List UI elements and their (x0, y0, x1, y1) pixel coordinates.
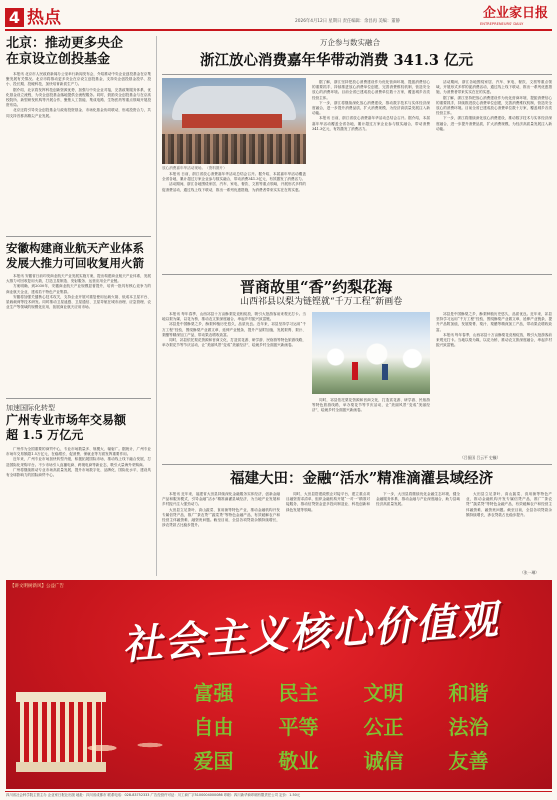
photo-visitor (352, 362, 358, 380)
zhejiang-para: 本报讯 日前，浙江省放心消费嘉年华活动总结会召开。据介绍，本届嘉年华活动覆盖全省各地，累计超过万家企业参与数实融合，带动消费341.3亿元，有效激发了消费活力。 (162, 172, 306, 182)
fujian-para: 大田县立足茶叶、高山蔬菜、食用菌等特色产业，推动金融机构开发专属信贷产品，推广“茶农贷”“蔬菜贷”等特色金融产品，有效破解农户和经营主体融资难、融资贵问题。截至目前，全县各项贷款余额持续增长，涉农贷款占比稳步提升。 (162, 507, 280, 528)
anhui-para: 方案明确，到2030年，安徽商业航天产业规模显著提升，培育一批具有核心竞争力的商业航天企业，建成若干特色产业集群。 (6, 284, 151, 294)
zhejiang-title: 浙江放心消费嘉年华带动消费 341.3 亿元 (200, 52, 473, 69)
fujian-para: 下一步，大田县将继续优化金融生态环境，健全金融服务体系，推动金融与产业深度融合，助力县域经济高质量发展。 (376, 492, 460, 507)
photo-visitor (382, 364, 388, 380)
public-service-banner (6, 580, 552, 789)
anhui-para: 安徽将加强关键核心技术攻关，支持企业开展可重复使用运载火箭、低成本卫星平台、星载载荷等技术研发。同时推动卫星遥感、卫星通信、卫星导航在城市治理、应急管理、农业生产等领域的规模化应用，拓展商业航天应用市场。 (6, 294, 151, 310)
date-line: 2026年4月12日 星期日 责任编辑：余昌再 美编：董静 (295, 19, 400, 24)
divider (162, 464, 552, 465)
fujian-body-col3 (376, 492, 460, 576)
fujian-body-col4 (466, 492, 552, 568)
zhejiang-body-col1 (162, 172, 306, 270)
shanxi-para: 同时，祁县依托梨花资源和晋商文化，打造赏花游、研学游、民宿游等特色旅游线路，举办梨花节等节庆活动，让“美丽风景”变成“美丽经济”，绘就乡村全面振兴新画卷。 (162, 338, 306, 348)
beijing-title-line2: 在京设立创投基金 (6, 52, 111, 67)
guangzhou-title (6, 413, 156, 443)
fujian-byline: （张一琳） (520, 570, 539, 575)
core-value: 和谐 (448, 681, 489, 705)
anhui-body (6, 274, 151, 394)
shanxi-title: 晋商故里“香”约梨花海 (240, 278, 393, 296)
fujian-body-col2 (286, 492, 370, 576)
shanxi-para: 祁县是中国酥梨之乡，酥梨种植历史悠久，品质优良。近年来，祁县坚持学习运用“千万工程”经验，围绕酥梨产业做文章，延伸产业链条，提升产品附加值，发展梨膏、梨汁、梨醋等精深加工产品，带动果农增收致富。 (436, 312, 552, 332)
fujian-para: 大田县立足茶叶、高山蔬菜、食用菌等特色产业，推动金融机构开发专属信贷产品，推广“茶农贷”“蔬菜贷”等特色金融产品，有效破解农户和经营主体融资难、融资贵问题。截至目前，全县各项贷款余额持续增长，涉农贷款占比稳步提升。 (466, 492, 552, 517)
photo-crowd (162, 134, 306, 164)
core-value: 法治 (448, 715, 489, 739)
header-rule (5, 29, 552, 31)
brand-logo: 企业家日报 (483, 6, 549, 21)
core-values-grid (171, 680, 511, 774)
shanxi-subtitle: 山西祁县以梨为链铿就“千万工程”新画卷 (240, 297, 403, 307)
fujian-para: 同时，大田县搭建政银企对接平台，建立重点项目融资需求清单，组织金融机构开展“一对一”精准对接服务，推动信贷资金更多投向制造业、科技创新和绿色发展等领域。 (286, 492, 370, 512)
banner-label: 【讲文明树新风】公益广告 (10, 584, 64, 589)
core-value: 民主 (278, 681, 319, 705)
core-value: 富强 (193, 681, 234, 705)
divider (6, 398, 151, 399)
divider (162, 274, 552, 275)
cloud-decoration (66, 730, 186, 760)
fujian-para: 本报讯 近年来，福建省大田县持续深化金融服务实体经济，创新金融产品和服务模式，引导金融“活水”精准滴灌县域经济，为当地产业发展和乡村振兴注入强劲动力。 (162, 492, 280, 507)
anhui-title (6, 241, 156, 271)
shanxi-body-col1 (162, 312, 306, 460)
zhejiang-para: 下一步，浙江将继续深化放心消费建设，推动数字技术与实体经济深度融合，进一步提升消费品质，扩大消费规模，为经济高质量发展注入新动能。 (312, 100, 430, 116)
zhejiang-body-col3 (436, 80, 552, 270)
guangzhou-para: 广州作为全国重要的商贸中心，专业市场数量多、规模大、辐射广。据统计，广州专业市场年交易额超1.5万亿元，在稳增长、促消费、保就业等方面发挥重要作用。 (6, 447, 151, 457)
guangzhou-title-line2: 超 1.5 万亿元 (6, 428, 84, 442)
zhejiang-kicker: 万企参与数实融合 (320, 38, 380, 47)
zhejiang-photo (162, 78, 306, 164)
column-divider (156, 36, 157, 576)
core-value: 友善 (448, 749, 489, 773)
beijing-body (6, 72, 151, 232)
section-title: 热点 (27, 8, 61, 28)
zhejiang-body-col2 (312, 80, 430, 270)
beijing-title (6, 36, 156, 68)
zhejiang-para: 活动期间，浙江各地围绕家居、汽车、家电、餐饮、文旅等重点领域，开展形式多样的促消费活动，通过线上线下联动，推出一系列优惠措施，为消费者带来实实在在的实惠。 (162, 182, 306, 192)
shanxi-para: 祁县是中国酥梨之乡，酥梨种植历史悠久，品质优良。近年来，祁县坚持学习运用“千万工程”经验，围绕酥梨产业做文章，延伸产业链条，提升产品附加值，发展梨膏、梨汁、梨醋等精深加工产品，带动果农增收致富。 (162, 322, 306, 337)
shanxi-para: 同时，祁县依托梨花资源和晋商文化，打造赏花游、研学游、民宿游等特色旅游线路，举办梨花节等节庆活动，让“美丽风景”变成“美丽经济”，绘就乡村全面振兴新画卷。 (312, 398, 430, 413)
banner-calligraphy: 社会主义核心价值观 (120, 595, 502, 670)
shanxi-byline: （吕振国 吕云平 史巍） (460, 455, 501, 460)
zhejiang-para: 据了解，浙江坚持把放心消费建设作为优化营商环境、提振消费信心的重要抓手，持续推进放心消费单位创建，完善消费维权机制，营造安全放心的消费环境。目前全省已建成放心消费单位数十万家，覆盖城乡各类经营主体。 (312, 80, 430, 100)
photo-stage (182, 114, 282, 128)
core-value: 公正 (363, 715, 404, 739)
core-value: 文明 (363, 681, 404, 705)
guangzhou-kicker: 加速国际化转型 (6, 404, 55, 412)
core-value: 平等 (278, 715, 319, 739)
core-value: 敬业 (278, 749, 319, 773)
fujian-body-col1 (162, 492, 280, 576)
beijing-para: 据介绍，北京将发挥科技创新资源优势，加强与中央企业对接，完善政策服务体系，优化基金设立流程，为央企创投基金落地提供全流程服务。同时，鼓励央企创投基金与在京高校院所、新型研发机构等开展合作，聚焦人工智能、集成电路、生物医药等重点领域开展投资布局。 (6, 87, 151, 108)
building-roof (16, 692, 106, 702)
fujian-title: 福建大田：金融“活水”精准滴灌县域经济 (230, 470, 494, 487)
shanxi-body-col3 (436, 312, 552, 454)
core-value: 爱国 (193, 749, 234, 773)
guangzhou-body (6, 447, 151, 577)
anhui-para: 本报讯 安徽省日前印发商业航天产业发展实施方案，提出构建商业航天产业体系，发展大推力可回收复用火箭，打造卫星制造、发射服务、运营应用全产业链。 (6, 274, 151, 284)
zhejiang-para: 下一步，浙江将继续深化放心消费建设，推动数字技术与实体经济深度融合，进一步提升消费品质，扩大消费规模，为经济高质量发展注入新动能。 (436, 116, 552, 131)
shanxi-para: 本报讯 每年春季，山西祁县十万亩酥梨花竞相绽放，吸引大批游客前来观光打卡。当地以梨为媒，以花为桥，推动农文旅深度融合，串起乡村振兴致富链。 (162, 312, 306, 322)
zhejiang-photo-caption: 放心消费嘉年华活动现场。（资料图片） (162, 166, 227, 170)
brand-logo-en: ENTREPRENEURS' DAILY (480, 22, 524, 26)
beijing-title-line1: 北京：推动更多央企 (6, 36, 124, 51)
footer-rule (5, 791, 552, 792)
core-value: 自由 (193, 715, 234, 739)
page-number-box: 4 (5, 8, 24, 27)
divider (6, 236, 151, 237)
guangzhou-para: 广州将继续推动专业市场高质量发展，提升市场数字化、品牌化、国际化水平，建设具有全球影响力的国际商贸中心。 (6, 467, 151, 478)
divider (162, 74, 552, 75)
zhejiang-para: 活动期间，浙江各地围绕家居、汽车、家电、餐饮、文旅等重点领域，开展形式多样的促消费活动，通过线上线下联动，推出一系列优惠措施，为消费者带来实实在在的实惠。 (436, 80, 552, 95)
beijing-para: 本报讯 北京市人民政府新闻办公室举行新闻发布会，介绍推动中央企业创投基金在京集聚发展有关情况。北京市将推动更多央企在京设立创投基金，支持央企创投基金投早、投小、投长期、投硬科技，加快培育新质生产力。 (6, 72, 151, 87)
anhui-title-line1: 安徽构建商业航天产业体系 (6, 241, 144, 255)
shanxi-para: 本报讯 每年春季，山西祁县十万亩酥梨花竞相绽放，吸引大批游客前来观光打卡。当地以梨为媒，以花为桥，推动农文旅深度融合，串起乡村振兴致富链。 (436, 332, 552, 348)
guangzhou-title-line1: 广州专业市场年交易额 (6, 413, 127, 427)
guangzhou-para: 近年来，广州专业市场加快转型升级，积极拓展国际市场，推动线上线下融合发展，打造国际化采购平台。不少市场引入直播电商、跨境电商等新业态，吸引大量海外采购商。 (6, 457, 151, 467)
footer-info: 四川省社会科学院主管主办 企业家日报社出版 地址：四川省成都市 联系电话：028-83752333 广告经营许可证：川工商广字5100004000086 印刷：四川新华商印刷有限责任公司 定价：1.50元 (6, 793, 301, 797)
photo-blossom (312, 342, 430, 372)
zhejiang-para: 本报讯 日前，浙江省放心消费嘉年华活动总结会召开。据介绍，本届嘉年华活动覆盖全省各地，累计超过万家企业参与数实融合，带动消费341.3亿元，有效激发了消费活力。 (312, 116, 430, 131)
zhejiang-para: 据了解，浙江坚持把放心消费建设作为优化营商环境、提振消费信心的重要抓手，持续推进放心消费单位创建，完善消费维权机制，营造安全放心的消费环境。目前全省已建成放心消费单位数十万家，覆盖城乡各类经营主体。 (436, 95, 552, 116)
core-value: 诚信 (363, 749, 404, 773)
building-base (16, 762, 106, 772)
shanxi-body-col2 (312, 398, 430, 460)
anhui-title-line2: 发展大推力可回收复用火箭 (6, 256, 144, 270)
shanxi-photo (312, 312, 430, 394)
beijing-para: 北京还将引导央企创投基金与政府投资基金、市场化基金协同联动，形成投资合力，共同支持首都高精尖产业发展。 (6, 108, 151, 118)
